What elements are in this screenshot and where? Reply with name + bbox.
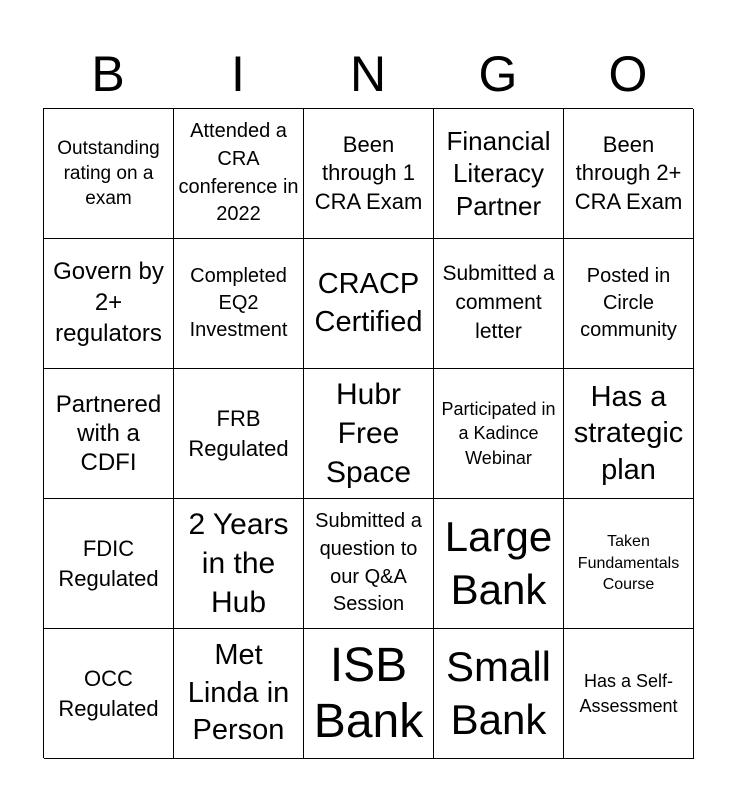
header-letter-o: O (608, 46, 648, 102)
bingo-cell-label: ISB Bank (313, 639, 424, 748)
bingo-cell[interactable] (434, 109, 564, 239)
bingo-cell-label: Completed EQ2 Investment (189, 265, 288, 341)
bingo-header (43, 40, 693, 108)
bingo-cell[interactable] (44, 629, 174, 759)
bingo-cell[interactable] (44, 369, 174, 499)
bingo-cell-label: Taken Fundamentals Course (577, 533, 680, 594)
bingo-cell-label: Attended a CRA conference in 2022 (178, 120, 299, 226)
bingo-cell-label: Been through 1 CRA Exam (314, 131, 423, 214)
bingo-cell-label: Has a Self-Assessment (579, 671, 678, 716)
bingo-cell-label: CRACP Certified (314, 268, 423, 338)
bingo-board (43, 108, 693, 758)
header-letter-n: N (349, 46, 387, 102)
bingo-cell[interactable] (304, 499, 434, 629)
bingo-cell-label: Submitted a comment letter (442, 262, 555, 343)
bingo-cell[interactable] (44, 239, 174, 369)
bingo-cell-label: FRB Regulated (188, 406, 289, 461)
bingo-cell-label: Hubr Free Space (325, 378, 412, 489)
bingo-cell-label: Small Bank (445, 643, 552, 743)
bingo-cell[interactable] (564, 369, 694, 499)
bingo-cell-label: Posted in Circle community (580, 265, 677, 341)
bingo-cell[interactable] (174, 109, 304, 239)
bingo-cell-label: Met Linda in Person (187, 638, 290, 747)
bingo-cell[interactable] (304, 109, 434, 239)
bingo-cell[interactable] (304, 369, 434, 499)
bingo-cell[interactable] (564, 499, 694, 629)
bingo-cell-label: OCC Regulated (58, 666, 159, 721)
header-letter-i: I (231, 46, 245, 102)
bingo-cell-label: Submitted a question to our Q&A Session (315, 510, 422, 616)
bingo-cell[interactable] (174, 629, 304, 759)
bingo-cell[interactable] (434, 369, 564, 499)
bingo-cell-label: Partnered with a CDFI (55, 390, 162, 477)
bingo-cell[interactable] (564, 239, 694, 369)
bingo-cell[interactable] (434, 239, 564, 369)
bingo-cell[interactable] (304, 629, 434, 759)
bingo-cell[interactable] (174, 369, 304, 499)
header-letter-g: G (478, 46, 518, 102)
bingo-cell[interactable] (564, 109, 694, 239)
bingo-cell-label: Has a strategic plan (573, 381, 684, 486)
bingo-cell[interactable] (44, 109, 174, 239)
bingo-cell-label: Large Bank (444, 513, 553, 613)
bingo-cell-label: Outstanding rating on a exam (57, 137, 160, 210)
bingo-cell-label: Govern by 2+ regulators (53, 258, 164, 347)
bingo-cell[interactable] (304, 239, 434, 369)
bingo-cell[interactable] (434, 629, 564, 759)
bingo-cell[interactable] (434, 499, 564, 629)
bingo-cell[interactable] (174, 239, 304, 369)
bingo-cell-label: FDIC Regulated (58, 536, 159, 591)
bingo-cell[interactable] (174, 499, 304, 629)
bingo-cell-label: Participated in a Kadince Webinar (441, 399, 556, 468)
header-letter-b: B (91, 46, 125, 102)
bingo-cell[interactable] (564, 629, 694, 759)
bingo-cell[interactable] (44, 499, 174, 629)
bingo-cell-label: Financial Literacy Partner (446, 125, 551, 221)
bingo-cell-label: 2 Years in the Hub (188, 508, 289, 619)
bingo-cell-label: Been through 2+ CRA Exam (574, 131, 683, 214)
